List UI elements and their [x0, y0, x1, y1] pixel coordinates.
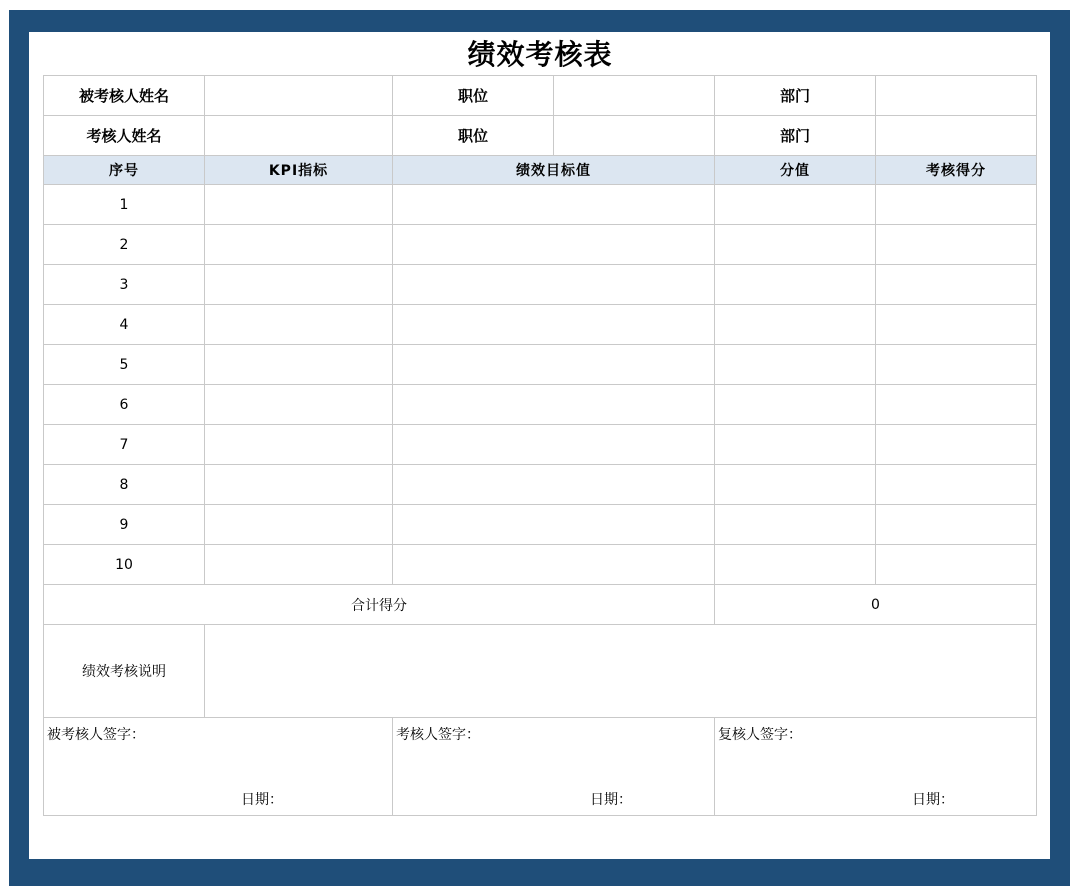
appraisee-dept-label: 部门: [715, 76, 876, 116]
target-cell[interactable]: [393, 425, 715, 465]
kpi-cell[interactable]: [205, 465, 393, 505]
appraisee-dept-field[interactable]: [876, 76, 1037, 116]
score-cell[interactable]: [876, 225, 1037, 265]
kpi-header-row: [44, 156, 1037, 185]
table-row: [44, 225, 1037, 265]
total-row: [44, 585, 1037, 625]
table-row: [44, 545, 1037, 585]
target-cell[interactable]: [393, 265, 715, 305]
target-cell[interactable]: [393, 385, 715, 425]
target-cell[interactable]: [393, 185, 715, 225]
row-index: 1: [44, 185, 205, 225]
weight-cell[interactable]: [715, 465, 876, 505]
weight-cell[interactable]: [715, 385, 876, 425]
form-title: 绩效考核表: [467, 38, 613, 71]
kpi-cell[interactable]: [205, 345, 393, 385]
appraisee-signature-label: 被考核人签字：: [47, 727, 145, 743]
appraiser-dept-label: 部门: [715, 116, 876, 156]
table-row: [44, 345, 1037, 385]
row-index: 8: [44, 465, 205, 505]
reviewer-date-label: 日期：: [912, 792, 954, 808]
score-cell[interactable]: [876, 545, 1037, 585]
appraiser-name-label: 考核人姓名: [44, 116, 205, 156]
score-cell[interactable]: [876, 505, 1037, 545]
reviewer-signature-cell[interactable]: [715, 718, 1037, 816]
target-cell[interactable]: [393, 545, 715, 585]
appraiser-position-field[interactable]: [554, 116, 715, 156]
row-index: 6: [44, 385, 205, 425]
weight-cell[interactable]: [715, 425, 876, 465]
kpi-cell[interactable]: [205, 505, 393, 545]
row-index: 2: [44, 225, 205, 265]
appraiser-date-label: 日期：: [590, 792, 632, 808]
score-cell[interactable]: [876, 385, 1037, 425]
row-index: 7: [44, 425, 205, 465]
appraisee-name-field[interactable]: [205, 76, 393, 116]
header-weight: 分值: [715, 156, 876, 185]
header-index: 序号: [44, 156, 205, 185]
row-index: 10: [44, 545, 205, 585]
weight-cell[interactable]: [715, 505, 876, 545]
score-cell[interactable]: [876, 185, 1037, 225]
table-row: [44, 305, 1037, 345]
target-cell[interactable]: [393, 345, 715, 385]
weight-cell[interactable]: [715, 265, 876, 305]
appraiser-position-label: 职位: [393, 116, 554, 156]
score-cell[interactable]: [876, 345, 1037, 385]
header-score: 考核得分: [876, 156, 1037, 185]
weight-cell[interactable]: [715, 345, 876, 385]
total-label: 合计得分: [44, 585, 715, 625]
kpi-cell[interactable]: [205, 385, 393, 425]
row-index: 9: [44, 505, 205, 545]
note-label: 绩效考核说明: [44, 625, 205, 718]
appraiser-dept-field[interactable]: [876, 116, 1037, 156]
table-row: [44, 425, 1037, 465]
kpi-cell[interactable]: [205, 265, 393, 305]
appraisee-date-label: 日期：: [241, 792, 283, 808]
kpi-cell[interactable]: [205, 425, 393, 465]
info-row-appraisee: [44, 76, 1037, 116]
target-cell[interactable]: [393, 305, 715, 345]
total-value: 0: [715, 585, 1037, 625]
kpi-cell[interactable]: [205, 545, 393, 585]
performance-form: [43, 75, 1037, 816]
kpi-cell[interactable]: [205, 225, 393, 265]
appraiser-signature-label: 考核人签字：: [396, 727, 480, 743]
table-row: [44, 465, 1037, 505]
weight-cell[interactable]: [715, 225, 876, 265]
score-cell[interactable]: [876, 465, 1037, 505]
weight-cell[interactable]: [715, 545, 876, 585]
score-cell[interactable]: [876, 425, 1037, 465]
appraisee-position-label: 职位: [393, 76, 554, 116]
reviewer-signature-label: 复核人签字：: [718, 727, 802, 743]
kpi-cell[interactable]: [205, 185, 393, 225]
target-cell[interactable]: [393, 225, 715, 265]
table-row: [44, 385, 1037, 425]
row-index: 3: [44, 265, 205, 305]
appraisee-signature-cell[interactable]: [44, 718, 393, 816]
header-target: 绩效目标值: [393, 156, 715, 185]
weight-cell[interactable]: [715, 305, 876, 345]
table-row: [44, 505, 1037, 545]
target-cell[interactable]: [393, 505, 715, 545]
signature-row: [44, 718, 1037, 816]
appraiser-name-field[interactable]: [205, 116, 393, 156]
note-row: [44, 625, 1037, 718]
appraisee-position-field[interactable]: [554, 76, 715, 116]
target-cell[interactable]: [393, 465, 715, 505]
appraisee-name-label: 被考核人姓名: [44, 76, 205, 116]
table-row: [44, 265, 1037, 305]
weight-cell[interactable]: [715, 185, 876, 225]
row-index: 4: [44, 305, 205, 345]
header-kpi: KPI指标: [205, 156, 393, 185]
score-cell[interactable]: [876, 305, 1037, 345]
row-index: 5: [44, 345, 205, 385]
info-row-appraiser: [44, 116, 1037, 156]
kpi-cell[interactable]: [205, 305, 393, 345]
appraiser-signature-cell[interactable]: [393, 718, 715, 816]
score-cell[interactable]: [876, 265, 1037, 305]
note-field[interactable]: [205, 625, 1037, 718]
table-row: [44, 185, 1037, 225]
